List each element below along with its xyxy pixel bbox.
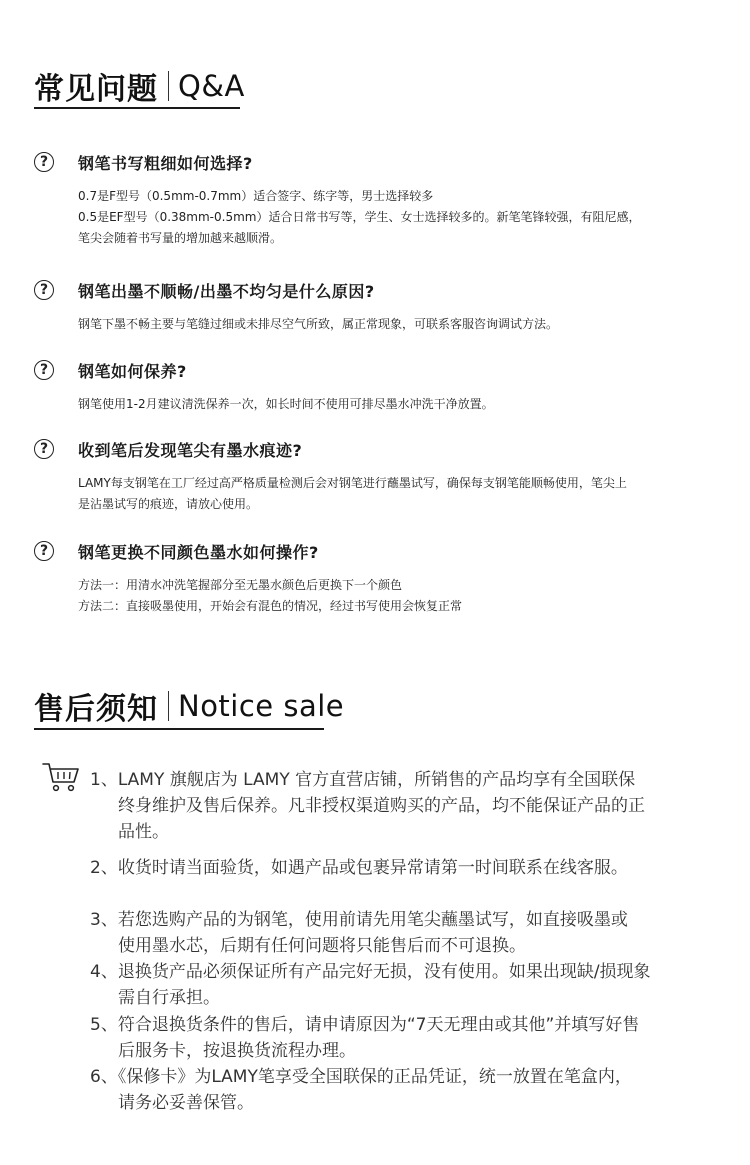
qa-title-zh: 常见问题: [34, 72, 158, 107]
title-separator: [168, 71, 169, 101]
qa-answer-line: 笔尖会随着书写量的增加越来越顺滑。: [78, 231, 283, 245]
qa-answer-line: 钢笔下墨不畅主要与笔缝过细或未排尽空气所致，属正常现象，可联系客服咨询调试方法。: [78, 317, 559, 331]
notice-line: 品性。: [118, 822, 169, 842]
notice-title-en: Notice sale: [178, 689, 345, 723]
qa-item: [34, 358, 724, 415]
qa-question: 钢笔出墨不顺畅/出墨不均匀是什么原因?: [78, 281, 375, 301]
notice-item: [90, 855, 710, 881]
qa-answer-line: 0.7是F型号（0.5mm-0.7mm）适合签字、练字等，男士选择较多: [78, 189, 434, 203]
notice-line: 2、收货时请当面验货，如遇产品或包裹异常请第一时间联系在线客服。: [90, 858, 628, 878]
qa-question: 钢笔更换不同颜色墨水如何操作?: [78, 542, 319, 562]
notice-line: 需自行承担。: [118, 988, 220, 1008]
notice-line: 3、若您选购产品的为钢笔，使用前请先用笔尖蘸墨试写，如直接吸墨或: [90, 910, 628, 930]
notice-item: [90, 1064, 710, 1116]
qa-answer: [78, 186, 724, 249]
notice-line: 请务必妥善保管。: [118, 1093, 254, 1113]
notice-line: 1、LAMY 旗舰店为 LAMY 官方直营店铺，所销售的产品均享有全国联保: [90, 770, 636, 790]
qa-question: 钢笔如何保养?: [78, 361, 187, 381]
qa-answer: [78, 473, 724, 515]
title-separator: [168, 691, 169, 721]
notice-item: [90, 959, 710, 1011]
qa-item: [34, 150, 724, 249]
question-circle-icon: ?: [34, 439, 54, 459]
qa-answer: [78, 575, 724, 617]
question-circle-icon: ?: [34, 541, 54, 561]
notice-title-underline: [34, 728, 324, 730]
question-circle-icon: ?: [34, 360, 54, 380]
qa-answer-line: 0.5是EF型号（0.38mm-0.5mm）适合日常书写等，学生、女士选择较多的。新笔笔锋较强，有阻尼感，: [78, 210, 641, 224]
question-circle-icon: ?: [34, 152, 54, 172]
notice-line: 6、《保修卡》为LAMY笔享受全国联保的正品凭证，统一放置在笔盒内，: [90, 1067, 632, 1087]
qa-item: [34, 278, 724, 335]
qa-question: 收到笔后发现笔尖有墨水痕迹?: [78, 440, 303, 460]
notice-line: 使用墨水芯，后期有任何问题将只能售后而不可退换。: [118, 936, 526, 956]
qa-answer-line: 方法二：直接吸墨使用，开始会有混色的情况，经过书写使用会恢复正常: [78, 599, 463, 613]
shopping-cart-icon: [41, 760, 81, 792]
notice-section-title: [34, 684, 344, 728]
qa-title-en: Q&A: [178, 69, 245, 103]
qa-answer-line: 是沾墨试写的痕迹，请放心使用。: [78, 497, 259, 511]
qa-item: [34, 539, 724, 617]
notice-title-zh: 售后须知: [34, 692, 158, 727]
notice-item: [90, 767, 710, 845]
notice-line: 5、符合退换货条件的售后，请申请原因为“7天无理由或其他”并填写好售: [90, 1015, 640, 1035]
question-circle-icon: ?: [34, 280, 54, 300]
notice-line: 4、退换货产品必须保证所有产品完好无损，没有使用。如果出现缺/损现象: [90, 962, 651, 982]
notice-line: 终身维护及售后保养。凡非授权渠道购买的产品，均不能保证产品的正: [118, 796, 645, 816]
qa-title-underline: [34, 107, 240, 109]
notice-item: [90, 907, 710, 959]
qa-answer-line: 钢笔使用1-2月建议清洗保养一次，如长时间不使用可排尽墨水冲洗干净放置。: [78, 397, 494, 411]
notice-line: 后服务卡，按退换货流程办理。: [118, 1041, 356, 1061]
qa-answer-line: 方法一：用清水冲洗笔握部分至无墨水颜色后更换下一个颜色: [78, 578, 403, 592]
qa-question: 钢笔书写粗细如何选择?: [78, 153, 253, 173]
notice-item: [90, 1012, 710, 1064]
qa-answer: [78, 314, 724, 335]
qa-item: [34, 437, 724, 515]
qa-answer-line: LAMY每支钢笔在工厂经过高严格质量检测后会对钢笔进行蘸墨试写，确保每支钢笔能顺畅使用，笔尖上: [78, 476, 627, 490]
qa-section-title: [34, 64, 245, 108]
qa-answer: [78, 394, 724, 415]
